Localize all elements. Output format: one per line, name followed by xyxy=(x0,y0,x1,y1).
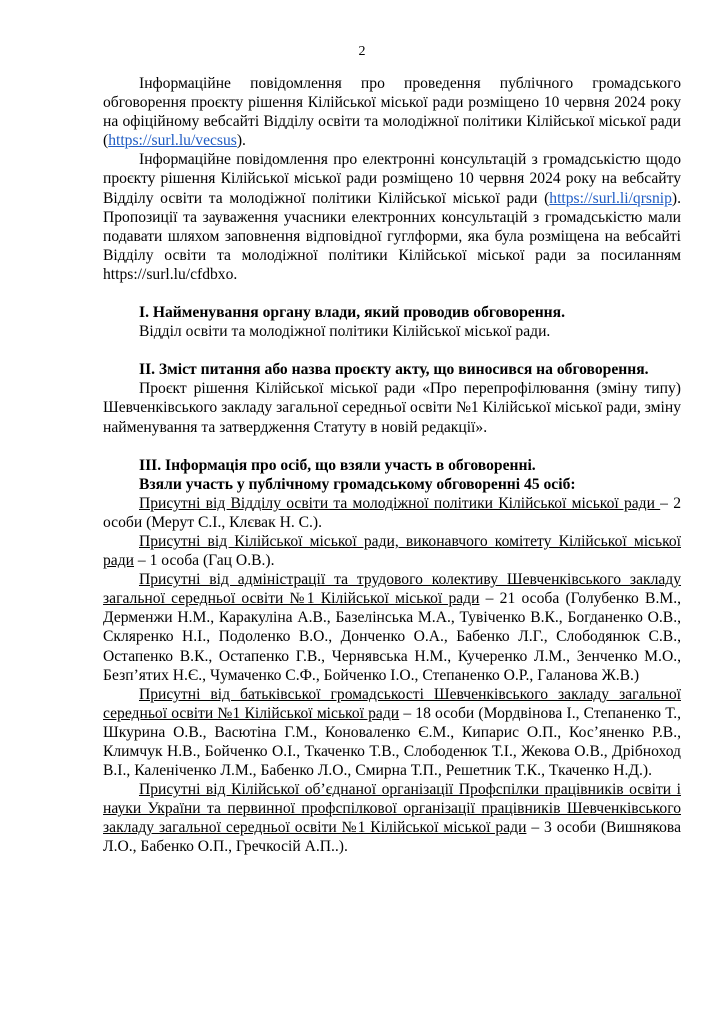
section-3-subheading: Взяли участь у публічному громадському обговоренні 45 осіб: xyxy=(139,475,576,493)
group-details: – 2 особи (Мерут С.І., Клєвак Н. С.). xyxy=(103,494,681,531)
section-2-heading: ІІ. Зміст питання або назва проєкту акту, що виносився на обговорення. xyxy=(139,361,649,379)
group-title: Присутні від адміністрації та трудового колективу Шевченківського закладу загальної середньої освіти №1 Кілійської міської ради xyxy=(103,571,681,608)
paragraph-text: ). xyxy=(236,132,246,150)
vecsus-link[interactable]: https://surl.lu/vecsus xyxy=(108,132,237,150)
participant-group xyxy=(103,685,681,780)
paragraph-text: Інформаційне повідомлення про проведення публічного громадського обговорення проєкту рішення Кілійської міської ради розміщено 10 червня 2024 року на офіційному вебсайті Відділу освіти та молодіжної політики Кілійської міської ради ( xyxy=(103,75,681,150)
group-title: Присутні від Відділу освіти та молодіжної політики Кілійської міської ради xyxy=(139,494,661,512)
page-number: 2 xyxy=(358,44,366,59)
section-1-text: Відділ освіти та молодіжної політики Кілійської міської ради. xyxy=(139,323,551,341)
document-body xyxy=(103,74,681,857)
group-title: Присутні від Кілійської об’єднаної організації Профспілки працівників освіти і науки України та первинної профспілкової організації працівників Шевченківського закладу загальної середньої освіти №1 Кілійської міської ради xyxy=(103,781,681,837)
paragraph-public-discussion xyxy=(103,74,681,150)
participant-group xyxy=(103,780,681,856)
group-title: Присутні від батьківської громадськості Шевченківського закладу загальної середньої освіти №1 Кілійської міської ради xyxy=(103,685,681,722)
group-details: – 18 особи (Мордвінова І., Степаненко Т., Шкурина О.В., Васютіна Г.М., Коноваленко Є.М., Кипарис О.П., Кос’яненко Р.В., Климчук Н.В., Бойченко О.І., Ткаченко Т.В., Слободенюк Т.І., Жекова О.В., Дрібноход В.І., Каленіченко Л.М., Бабенко Л.О., Смирна Т.П., Решетник Т.К., Ткаченко Н.Д.). xyxy=(103,704,681,780)
group-title: Присутні від Кілійської міської ради, виконавчого комітету Кілійської міської ради xyxy=(103,532,681,570)
qrsnip-link[interactable]: https://surl.li/qrsnip xyxy=(549,189,672,207)
participant-group xyxy=(103,494,681,532)
participant-group xyxy=(103,532,681,570)
group-details: – 21 особа (Голубенко В.М., Дерменжи Н.М., Каракуліна А.В., Базелінська М.А., Тувіченко В.К., Богданенко О.В., Скляренко Н.І., Подоленко В.О., Донченко О.А., Бабенко Л.Г., Слободянюк С.В., Остапенко В.К., Остапенко Г.В., Чернявська Н.М., Кучеренко Л.М., Зенченко М.О., Безп’ятих Н.Є., Чумаченко С.Ф., Бойченко І.О., Степаненко О.Р., Галанова Ж.В.) xyxy=(103,590,682,684)
paragraph-electronic-consultations xyxy=(103,150,681,284)
paragraph-text: ). Пропозиції та зауваження учасники електронних консультацій з громадськістю мали подавати шляхом заповнення відповідної гуглформи, яка була розміщена на вебсайті Відділу освіти та молодіжної політики Кілійської міської ради за посиланням https://surl.lu/cfdbxo. xyxy=(103,189,681,283)
group-details: – 3 особи (Вишнякова Л.О., Бабенко О.П., Гречкосій А.П..). xyxy=(103,819,681,856)
section-1-heading: І. Найменування органу влади, який проводив обговорення. xyxy=(139,304,565,322)
participant-group xyxy=(103,570,681,685)
paragraph-text: Інформаційне повідомлення про електронні консультацій з громадськістю щодо проєкту рішення Кілійської міської ради розміщено 10 червня 2024 року на вебсайту Відділу освіти та молодіжної політики Кілійської міської ради ( xyxy=(103,151,681,207)
section-2-text: Проєкт рішення Кілійської міської ради «Про перепрофілювання (зміну типу) Шевченківського закладу загальної середньої освіти №1 Кілійської міської ради, зміну найменування та затвердження Статуту в новій редакції». xyxy=(103,380,681,436)
section-3-heading: ІІІ. Інформація про осіб, що взяли участь в обговоренні. xyxy=(139,456,536,474)
group-details: – 1 особа (Гац О.В.). xyxy=(134,552,275,570)
